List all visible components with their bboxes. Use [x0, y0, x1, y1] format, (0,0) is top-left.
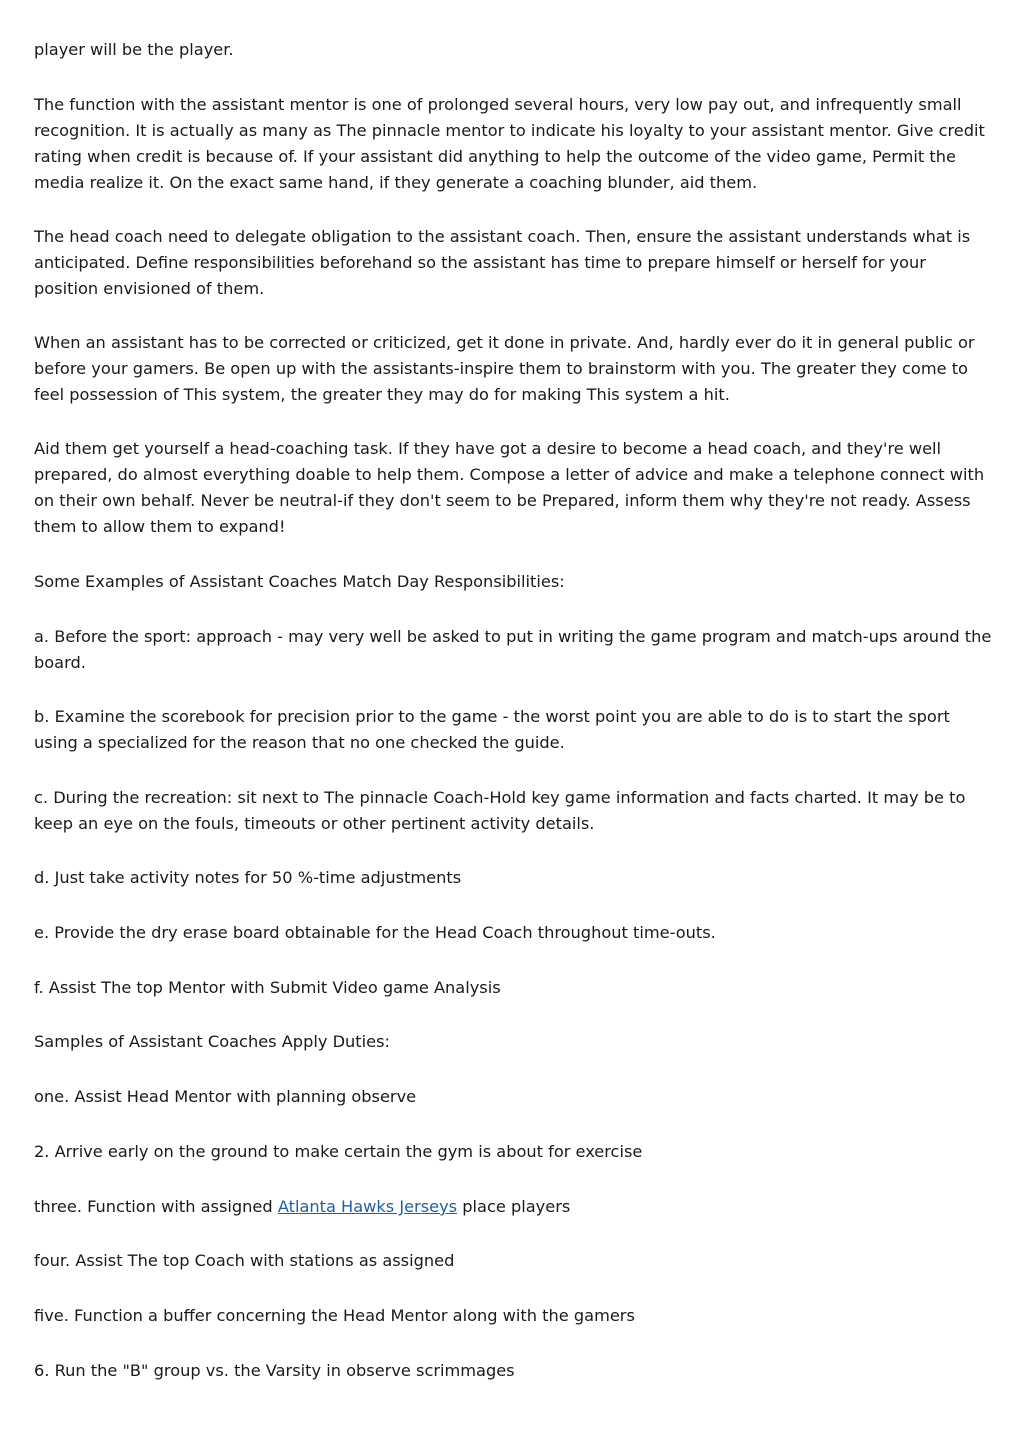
list-item-text: place players	[457, 1197, 571, 1216]
paragraph: When an assistant has to be corrected or criticized, get it done in private. And, hardly ever do it in general public or before your gamers. Be open up with the assistants-inspire them to brainstorm with you. The greater they come to feel possession of This system, the greater they may do for making This system a hit.	[34, 333, 975, 404]
list-item: 6. Run the "B" group vs. the Varsity in observe scrimmages	[34, 1361, 515, 1380]
section-heading: Some Examples of Assistant Coaches Match Day Responsibilities:	[34, 572, 565, 591]
list-item: d. Just take activity notes for 50 %-time adjustments	[34, 868, 462, 887]
paragraph: Aid them get yourself a head-coaching task. If they have got a desire to become a head coach, and they're well prepared, do almost everything doable to help them. Compose a letter of advice and make a telephone connect with on their own behalf. Never be neutral-if they don't seem to be Prepared, inform them why they're not ready. Assess them to allow them to expand!	[34, 439, 985, 536]
list-item: c. During the recreation: sit next to The pinnacle Coach-Hold key game information and facts charted. It may be to keep an eye on the fouls, timeouts or other pertinent activity details.	[34, 788, 966, 833]
list-item: five. Function a buffer concerning the Head Mentor along with the gamers	[34, 1306, 635, 1325]
list-item: e. Provide the dry erase board obtainable for the Head Coach throughout time-outs.	[34, 923, 716, 942]
list-item: a. Before the sport: approach - may very well be asked to put in writing the game program and match-ups around the board.	[34, 627, 992, 672]
list-item: 2. Arrive early on the ground to make certain the gym is about for exercise	[34, 1142, 643, 1161]
list-item: b. Examine the scorebook for precision prior to the game - the worst point you are able to do is to start the sport using a specialized for the reason that no one checked the guide.	[34, 707, 950, 752]
list-item-with-link	[34, 1194, 994, 1220]
list-item: one. Assist Head Mentor with planning observe	[34, 1087, 417, 1106]
atlanta-hawks-jerseys-link[interactable]: Atlanta Hawks Jerseys	[277, 1197, 458, 1216]
section-heading: Samples of Assistant Coaches Apply Duties:	[34, 1032, 390, 1051]
list-item-text: three. Function with assigned	[34, 1197, 278, 1216]
list-item: f. Assist The top Mentor with Submit Video game Analysis	[34, 978, 501, 997]
list-item: four. Assist The top Coach with stations as assigned	[34, 1251, 455, 1270]
paragraph: The function with the assistant mentor is one of prolonged several hours, very low pay out, and infrequently small recognition. It is actually as many as The pinnacle mentor to indicate his loyalty to your assistant mentor. Give credit rating when credit is because of. If your assistant did anything to help the outcome of the video game, Permit the media realize it. On the exact same hand, if they generate a coaching blunder, aid them.	[34, 95, 985, 192]
paragraph: player will be the player.	[34, 40, 234, 59]
paragraph: The head coach need to delegate obligation to the assistant coach. Then, ensure the assistant understands what is anticipated. Define responsibilities beforehand so the assistant has time to prepare himself or herself for your position envisioned of them.	[34, 227, 971, 298]
